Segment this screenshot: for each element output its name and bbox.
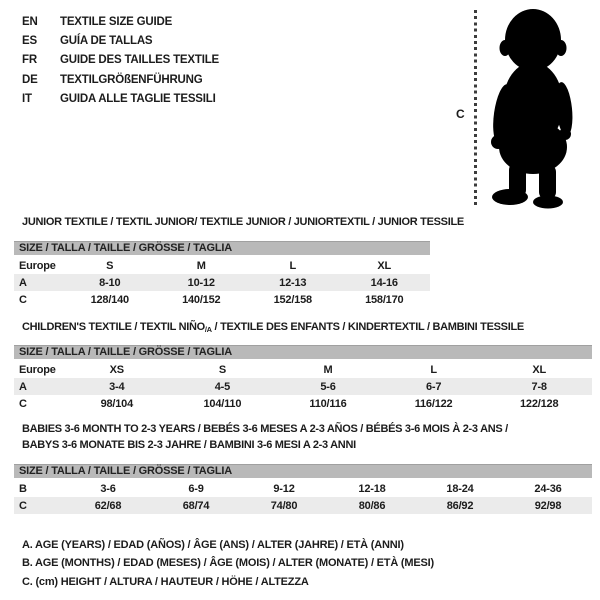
column-header: L (289, 259, 297, 272)
row-label: C (19, 499, 27, 512)
table-row-age (14, 274, 430, 291)
legend-note-c: C. (cm) HEIGHT / ALTURA / HAUTEUR / HÖHE / ALTEZZA (22, 575, 309, 588)
children-size-table (14, 345, 592, 412)
size-value: 7-8 (531, 380, 547, 393)
size-value: 98/104 (100, 397, 134, 410)
size-value: 18-24 (446, 482, 474, 495)
size-value: 116/122 (414, 397, 453, 410)
height-measure-label: C (456, 107, 465, 121)
size-value: 5-6 (320, 380, 336, 393)
language-label: GUÍA DE TALLAS (60, 35, 153, 48)
row-label: C (19, 397, 27, 410)
language-code: EN (22, 16, 38, 28)
column-header: XL (377, 259, 392, 272)
size-header-bar: SIZE / TALLA / TAILLE / GRÖSSE / TAGLIA (14, 345, 592, 359)
size-value: 10-12 (187, 276, 215, 289)
language-row-it (22, 90, 219, 109)
babies-section-title-line1: BABIES 3-6 MONTH TO 2-3 YEARS / BEBÉS 3-6 MESES A 2-3 AÑOS / BÉBÉS 3-6 MOIS À 2-3 ANS / (22, 423, 508, 435)
row-label: C (19, 293, 27, 306)
legend-note-b: B. AGE (MONTHS) / EDAD (MESES) / ÂGE (MOIS) / ALTER (MONATE) / ETÀ (MESI) (22, 557, 434, 570)
table-row-height (14, 291, 430, 308)
language-label: GUIDA ALLE TAGLIE TESSILI (60, 92, 216, 105)
size-value: 62/68 (94, 499, 122, 512)
size-value: 14-16 (370, 276, 398, 289)
table-row-height (14, 395, 592, 412)
size-value: 6-7 (425, 380, 442, 393)
junior-size-table (14, 241, 430, 308)
size-value: 9-12 (273, 482, 295, 495)
legend-notes (22, 536, 434, 591)
babies-section-title-line2: BABYS 3-6 MONATE BIS 2-3 JAHRE / BAMBINI 3-6 MESI A 2-3 ANNI (22, 439, 356, 451)
size-value: 6-9 (188, 482, 204, 495)
table-row-height (14, 497, 592, 514)
junior-section-title: JUNIOR TEXTILE / TEXTIL JUNIOR/ TEXTILE JUNIOR / JUNIORTEXTIL / JUNIOR TESSILE (22, 216, 464, 228)
size-header-bar: SIZE / TALLA / TAILLE / GRÖSSE / TAGLIA (14, 241, 430, 255)
row-label: B (19, 482, 27, 495)
children-section-title (22, 321, 524, 336)
size-value: 110/116 (309, 397, 347, 410)
language-code: DE (22, 73, 38, 86)
size-value: 86/92 (446, 499, 474, 512)
size-value: 92/98 (534, 499, 562, 512)
size-value: 140/152 (182, 293, 221, 306)
size-value: 3-6 (100, 482, 116, 495)
language-row-fr (22, 51, 219, 70)
language-row-es (22, 32, 219, 51)
row-label: A (19, 380, 27, 393)
region-label: Europe (19, 259, 56, 272)
size-value: 24-36 (534, 482, 562, 495)
column-header: L (430, 363, 437, 376)
table-row-region (14, 257, 430, 274)
language-label: TEXTILGRÖßENFÜHRUNG (60, 73, 203, 86)
language-list (22, 13, 219, 109)
column-header: S (106, 259, 114, 272)
language-label: TEXTILE SIZE GUIDE (60, 16, 173, 28)
size-value: 158/170 (365, 293, 404, 306)
table-row-age (14, 378, 592, 395)
size-value: 104/110 (203, 397, 242, 410)
height-measure-dotted-line (474, 10, 477, 208)
size-value: 4-5 (214, 380, 231, 393)
size-header-bar: SIZE / TALLA / TAILLE / GRÖSSE / TAGLIA (14, 464, 592, 478)
children-title-pre: CHILDREN'S TEXTILE / TEXTIL NIÑO (22, 321, 205, 333)
babies-size-table (14, 464, 592, 514)
column-header: S (218, 363, 226, 376)
table-row-age-months (14, 480, 592, 497)
size-value: 68/74 (182, 499, 210, 512)
size-value: 128/140 (90, 293, 129, 306)
column-header: XL (532, 363, 547, 376)
language-code: FR (22, 54, 37, 67)
column-header: M (323, 363, 333, 376)
language-row-en (22, 13, 219, 32)
size-value: 12-13 (279, 276, 307, 289)
size-value: 8-10 (99, 276, 121, 289)
region-label: Europe (19, 363, 56, 376)
row-label: A (19, 276, 27, 289)
size-value: 122/128 (520, 397, 559, 410)
column-header: M (196, 259, 206, 272)
toddler-silhouette-icon (480, 4, 580, 209)
legend-note-a: A. AGE (YEARS) / EDAD (AÑOS) / ÂGE (ANS) / ALTER (JAHRE) / ETÀ (ANNI) (22, 539, 404, 551)
language-label: GUIDE DES TAILLES TEXTILE (60, 54, 219, 67)
children-title-subscript: /A (204, 325, 212, 334)
table-row-region (14, 361, 592, 378)
language-code: ES (22, 35, 37, 48)
language-row-de (22, 71, 219, 90)
size-value: 3-4 (109, 380, 125, 393)
size-value: 74/80 (270, 499, 298, 512)
size-value: 152/158 (273, 293, 312, 306)
size-value: 12-18 (358, 482, 386, 495)
column-header: XS (109, 363, 124, 376)
children-title-post: / TEXTILE DES ENFANTS / KINDERTEXTIL / BAMBINI TESSILE (211, 321, 524, 333)
language-code: IT (22, 92, 32, 105)
size-value: 80/86 (358, 499, 386, 512)
